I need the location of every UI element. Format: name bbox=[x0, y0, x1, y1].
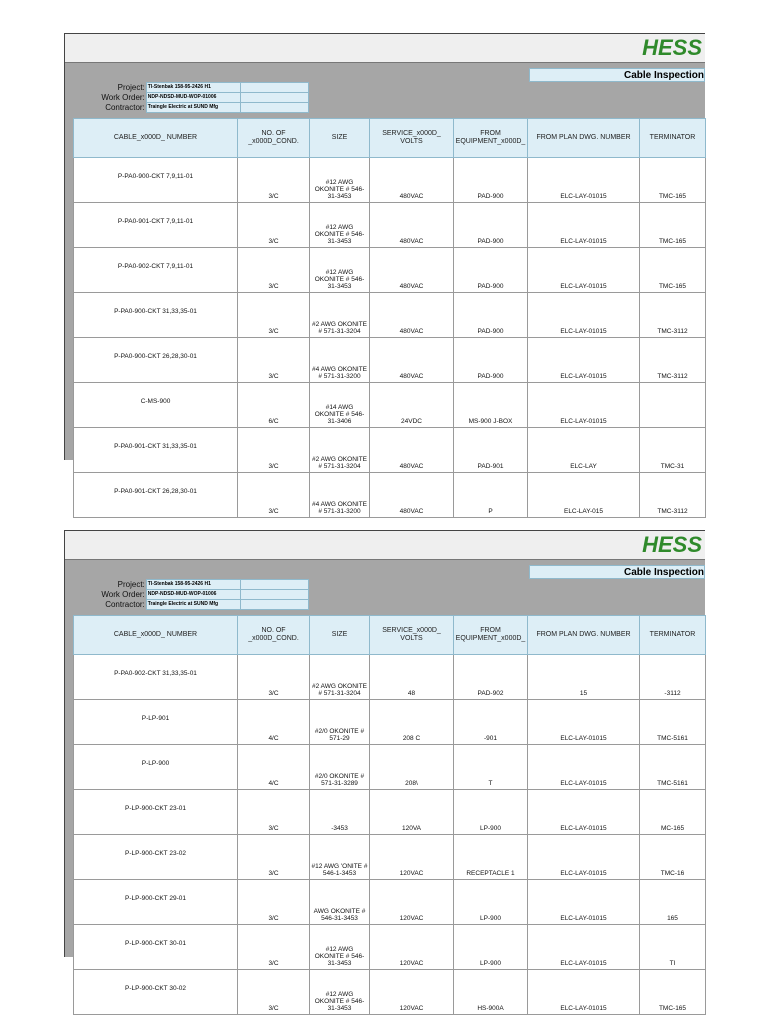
cell-term[interactable]: TMC-5161 bbox=[640, 700, 706, 745]
table-row bbox=[74, 925, 706, 970]
work-order-extra-cell[interactable] bbox=[240, 590, 308, 600]
work-order-value[interactable]: NDP-NDSD-MUD-WOP-01006 bbox=[146, 590, 240, 600]
cell-from[interactable]: PAD-900 bbox=[454, 248, 528, 293]
cell-dwg[interactable]: ELC-LAY-01015 bbox=[528, 338, 640, 383]
cell-volts[interactable]: 480VAC bbox=[370, 248, 454, 293]
cell-from[interactable]: -901 bbox=[454, 700, 528, 745]
cell-dwg[interactable]: ELC-LAY-01015 bbox=[528, 700, 640, 745]
table-row bbox=[74, 293, 706, 338]
cell-cable[interactable]: P-PA0-900-CKT 26,28,30-01 bbox=[74, 338, 238, 383]
cell-cond[interactable]: 3/C bbox=[238, 655, 310, 700]
col-header-volts: SERVICE_x000D_ VOLTS bbox=[370, 616, 454, 655]
cell-dwg[interactable]: ELC-LAY-01015 bbox=[528, 835, 640, 880]
cell-volts[interactable]: 120VAC bbox=[370, 835, 454, 880]
cell-from[interactable]: T bbox=[454, 745, 528, 790]
col-header-from-equipment: FROM EQUIPMENT_x000D_ bbox=[454, 616, 528, 655]
cell-volts[interactable]: 24VDC bbox=[370, 383, 454, 428]
col-header-from-plan-dwg: FROM PLAN DWG. NUMBER bbox=[528, 119, 640, 158]
table-row bbox=[74, 880, 706, 925]
cell-term[interactable]: TMC-3112 bbox=[640, 338, 706, 383]
cell-cond[interactable]: 6/C bbox=[238, 383, 310, 428]
table-row bbox=[74, 745, 706, 790]
sheet-title: Cable Inspection bbox=[529, 68, 705, 82]
brand-logo: HESS bbox=[642, 35, 702, 60]
sheet-page-2 bbox=[64, 530, 705, 1012]
project-info-block bbox=[73, 579, 309, 610]
cell-from[interactable]: PAD-901 bbox=[454, 428, 528, 473]
col-header-terminator: TERMINATOR bbox=[640, 616, 706, 655]
cell-from[interactable]: MS-900 J-BOX bbox=[454, 383, 528, 428]
table-row bbox=[74, 655, 706, 700]
cell-dwg[interactable]: ELC-LAY bbox=[528, 428, 640, 473]
cell-cable[interactable]: P-LP-900-CKT 23-02 bbox=[74, 835, 238, 880]
sheet-page-1 bbox=[64, 33, 705, 515]
work-order-label: Work Order: bbox=[101, 93, 145, 102]
cell-term[interactable] bbox=[640, 383, 706, 428]
project-extra-cell[interactable] bbox=[240, 83, 308, 93]
col-header-cable-number: CABLE_x000D_ NUMBER bbox=[74, 616, 238, 655]
project-value[interactable]: TI-Stenbak 158-95-2426 H1 bbox=[146, 580, 240, 590]
cell-size[interactable]: #12 AWG OKONITE # 546-31-3453 bbox=[310, 248, 370, 293]
cell-term[interactable]: -3112 bbox=[640, 655, 706, 700]
cell-volts[interactable]: 480VAC bbox=[370, 158, 454, 203]
contractor-label: Contractor: bbox=[105, 103, 145, 112]
cell-term[interactable]: TMC-31 bbox=[640, 428, 706, 473]
cell-dwg[interactable]: ELC-LAY-01015 bbox=[528, 745, 640, 790]
project-info-block bbox=[73, 82, 309, 113]
cell-size[interactable]: #12 AWG OKONITE # 546-31-3453 bbox=[310, 203, 370, 248]
cell-volts[interactable]: 480VAC bbox=[370, 203, 454, 248]
cell-cond[interactable]: 3/C bbox=[238, 970, 310, 1015]
cell-cond[interactable]: 3/C bbox=[238, 790, 310, 835]
cell-volts[interactable]: 480VAC bbox=[370, 293, 454, 338]
cell-from[interactable]: PAD-900 bbox=[454, 338, 528, 383]
contractor-value[interactable]: Traingle Electric at SUND Mfg bbox=[146, 103, 240, 113]
cell-size[interactable]: #2 AWG OKONITE # 571-31-3204 bbox=[310, 655, 370, 700]
cell-cable[interactable]: P-LP-900-CKT 29-01 bbox=[74, 880, 238, 925]
contractor-extra-cell[interactable] bbox=[240, 600, 308, 610]
cell-size[interactable]: #4 AWG OKONITE # 571-31-3200 bbox=[310, 338, 370, 383]
contractor-extra-cell[interactable] bbox=[240, 103, 308, 113]
cable-table bbox=[73, 118, 706, 518]
cell-cond[interactable]: 3/C bbox=[238, 338, 310, 383]
cell-volts[interactable]: 48 bbox=[370, 655, 454, 700]
cell-cond[interactable]: 3/C bbox=[238, 428, 310, 473]
cell-cable[interactable]: P-PA0-901-CKT 7,9,11-01 bbox=[74, 203, 238, 248]
cell-cable[interactable]: C-MS-900 bbox=[74, 383, 238, 428]
contractor-value[interactable]: Traingle Electric at SUND Mfg bbox=[146, 600, 240, 610]
cell-term[interactable]: TMC-3112 bbox=[640, 293, 706, 338]
project-extra-cell[interactable] bbox=[240, 580, 308, 590]
project-value[interactable]: TI-Stenbak 158-95-2426 H1 bbox=[146, 83, 240, 93]
contractor-label: Contractor: bbox=[105, 600, 145, 609]
cell-from[interactable]: LP-900 bbox=[454, 880, 528, 925]
cell-from[interactable]: P bbox=[454, 473, 528, 518]
table-row bbox=[74, 248, 706, 293]
cell-volts[interactable]: 208\ bbox=[370, 745, 454, 790]
table-row bbox=[74, 383, 706, 428]
cell-term[interactable]: TMC-165 bbox=[640, 158, 706, 203]
cell-volts[interactable]: 480VAC bbox=[370, 428, 454, 473]
cell-size[interactable]: #2 AWG OKONITE # 571-31-3204 bbox=[310, 293, 370, 338]
table-row bbox=[74, 970, 706, 1015]
cell-cable[interactable]: P-LP-901 bbox=[74, 700, 238, 745]
cell-volts[interactable]: 480VAC bbox=[370, 473, 454, 518]
cell-cond[interactable]: 4/C bbox=[238, 700, 310, 745]
cell-volts[interactable]: 480VAC bbox=[370, 338, 454, 383]
brand-logo: HESS bbox=[642, 532, 702, 557]
cell-cond[interactable]: 3/C bbox=[238, 293, 310, 338]
col-header-cable-number: CABLE_x000D_ NUMBER bbox=[74, 119, 238, 158]
col-header-size: SIZE bbox=[310, 119, 370, 158]
cell-term[interactable]: TMC-16 bbox=[640, 835, 706, 880]
cell-term[interactable]: TMC-165 bbox=[640, 203, 706, 248]
cell-size[interactable]: #2/0 OKONITE # 571-31-3289 bbox=[310, 745, 370, 790]
table-row bbox=[74, 158, 706, 203]
cell-size[interactable]: #2/0 OKONITE # 571-29 bbox=[310, 700, 370, 745]
cell-cond[interactable]: 3/C bbox=[238, 835, 310, 880]
cell-size[interactable]: #12 AWG OKONITE # 546-31-3453 bbox=[310, 925, 370, 970]
col-header-cond: NO. OF _x000D_COND. bbox=[238, 119, 310, 158]
cell-size[interactable]: #2 AWG OKONITE # 571-31-3204 bbox=[310, 428, 370, 473]
cell-size[interactable]: #12 AWG 'ONITE # 546-1-3453 bbox=[310, 835, 370, 880]
cell-dwg[interactable]: ELC-LAY-01015 bbox=[528, 293, 640, 338]
cell-volts[interactable]: 208 C bbox=[370, 700, 454, 745]
cell-cable[interactable]: P-LP-900-CKT 23-01 bbox=[74, 790, 238, 835]
cell-cable[interactable]: P-PA0-902-CKT 7,9,11-01 bbox=[74, 248, 238, 293]
project-label: Project: bbox=[117, 580, 145, 589]
cell-term[interactable]: MC-165 bbox=[640, 790, 706, 835]
cell-volts[interactable]: 120VAC bbox=[370, 925, 454, 970]
cell-cond[interactable]: 4/C bbox=[238, 745, 310, 790]
cell-cond[interactable]: 3/C bbox=[238, 158, 310, 203]
cell-cable[interactable]: P-PA0-901-CKT 31,33,35-01 bbox=[74, 428, 238, 473]
sheet-header-band bbox=[65, 531, 705, 560]
cell-term[interactable]: 165 bbox=[640, 880, 706, 925]
work-order-value[interactable]: NDP-NDSD-MUD-WOP-01006 bbox=[146, 93, 240, 103]
col-header-volts: SERVICE_x000D_ VOLTS bbox=[370, 119, 454, 158]
cell-cable[interactable]: P-LP-900-CKT 30-01 bbox=[74, 925, 238, 970]
sheet-header-band bbox=[65, 34, 705, 63]
cell-dwg[interactable]: ELC-LAY-01015 bbox=[528, 158, 640, 203]
cell-dwg[interactable]: ELC-LAY-01015 bbox=[528, 203, 640, 248]
cable-table bbox=[73, 615, 706, 1015]
work-order-label: Work Order: bbox=[101, 590, 145, 599]
cell-cable[interactable]: P-PA0-902-CKT 31,33,35-01 bbox=[74, 655, 238, 700]
cell-size[interactable]: #4 AWG OKONITE # 571-31-3200 bbox=[310, 473, 370, 518]
cell-cable[interactable]: P-LP-900-CKT 30-02 bbox=[74, 970, 238, 1015]
cell-size[interactable]: #14 AWG OKONITE # 546-31-3406 bbox=[310, 383, 370, 428]
project-label: Project: bbox=[117, 83, 145, 92]
table-row bbox=[74, 790, 706, 835]
cell-dwg[interactable]: ELC-LAY-01015 bbox=[528, 383, 640, 428]
table-row bbox=[74, 203, 706, 248]
col-header-from-plan-dwg: FROM PLAN DWG. NUMBER bbox=[528, 616, 640, 655]
col-header-from-equipment: FROM EQUIPMENT_x000D_ bbox=[454, 119, 528, 158]
col-header-terminator: TERMINATOR bbox=[640, 119, 706, 158]
cell-cond[interactable]: 3/C bbox=[238, 473, 310, 518]
table-row bbox=[74, 428, 706, 473]
work-order-extra-cell[interactable] bbox=[240, 93, 308, 103]
cell-term[interactable]: TMC-165 bbox=[640, 970, 706, 1015]
cell-cond[interactable]: 3/C bbox=[238, 880, 310, 925]
cell-dwg[interactable]: 15 bbox=[528, 655, 640, 700]
table-row bbox=[74, 338, 706, 383]
cell-volts[interactable]: 120VAC bbox=[370, 880, 454, 925]
cell-size[interactable]: AWG OKONITE # 546-31-3453 bbox=[310, 880, 370, 925]
cell-from[interactable]: PAD-900 bbox=[454, 203, 528, 248]
cell-term[interactable]: TMC-3112 bbox=[640, 473, 706, 518]
cell-cond[interactable]: 3/C bbox=[238, 203, 310, 248]
cell-cable[interactable]: P-PA0-900-CKT 7,9,11-01 bbox=[74, 158, 238, 203]
table-row bbox=[74, 700, 706, 745]
table-row bbox=[74, 473, 706, 518]
cell-cond[interactable]: 3/C bbox=[238, 925, 310, 970]
cell-dwg[interactable]: ELC-LAY-015 bbox=[528, 473, 640, 518]
col-header-cond: NO. OF _x000D_COND. bbox=[238, 616, 310, 655]
col-header-size: SIZE bbox=[310, 616, 370, 655]
cell-from[interactable]: LP-900 bbox=[454, 790, 528, 835]
cell-dwg[interactable]: ELC-LAY-01015 bbox=[528, 790, 640, 835]
cell-size[interactable]: -3453 bbox=[310, 790, 370, 835]
cell-term[interactable]: TI bbox=[640, 925, 706, 970]
cell-from[interactable]: PAD-902 bbox=[454, 655, 528, 700]
cell-volts[interactable]: 120VAC bbox=[370, 970, 454, 1015]
cell-cond[interactable]: 3/C bbox=[238, 248, 310, 293]
cell-dwg[interactable]: ELC-LAY-01015 bbox=[528, 970, 640, 1015]
cell-term[interactable]: TMC-165 bbox=[640, 248, 706, 293]
cell-from[interactable]: PAD-900 bbox=[454, 158, 528, 203]
cell-size[interactable]: #12 AWG OKONITE # 546-31-3453 bbox=[310, 158, 370, 203]
cell-cable[interactable]: P-LP-900 bbox=[74, 745, 238, 790]
cell-size[interactable]: #12 AWG OKONITE # 546-31-3453 bbox=[310, 970, 370, 1015]
cell-from[interactable]: LP-900 bbox=[454, 925, 528, 970]
cell-from[interactable]: PAD-900 bbox=[454, 293, 528, 338]
cell-volts[interactable]: 120VA bbox=[370, 790, 454, 835]
cell-from[interactable]: RECEPTACLE 1 bbox=[454, 835, 528, 880]
sheet-title: Cable Inspection bbox=[529, 565, 705, 579]
table-row bbox=[74, 835, 706, 880]
cell-dwg[interactable]: ELC-LAY-01015 bbox=[528, 248, 640, 293]
cell-dwg[interactable]: ELC-LAY-01015 bbox=[528, 925, 640, 970]
cell-term[interactable]: TMC-5161 bbox=[640, 745, 706, 790]
cell-from[interactable]: HS-900A bbox=[454, 970, 528, 1015]
cell-cable[interactable]: P-PA0-900-CKT 31,33,35-01 bbox=[74, 293, 238, 338]
cell-cable[interactable]: P-PA0-901-CKT 26,28,30-01 bbox=[74, 473, 238, 518]
cell-dwg[interactable]: ELC-LAY-01015 bbox=[528, 880, 640, 925]
